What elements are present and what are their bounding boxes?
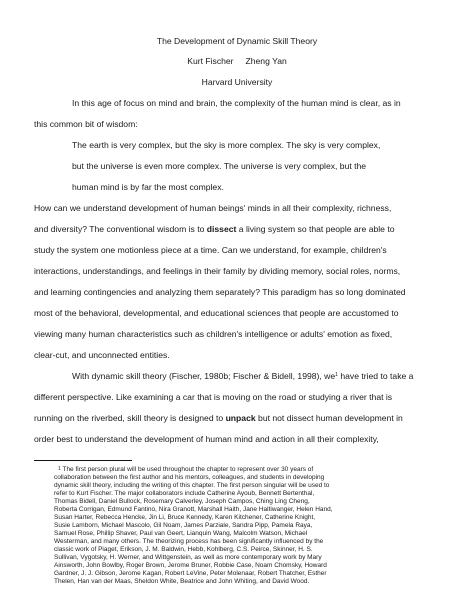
footnote-line: collaboration between the first author and his mentors, colleagues, and students in developing: [54, 474, 325, 481]
footnote-line: classic work of Piaget, Erikson, J. M. Baldwin, Hebb, Kohlberg, C.S. Peirce, Skinner, H. S.: [54, 546, 313, 553]
footnote-line: Thomas Bidell, Daniel Bullock, Rosemary Calverley, Joseph Campos, Ching Ling Cheng,: [54, 498, 310, 505]
body-line: and diversity? The conventional wisdom is to dissect a living system so that people are able to: [34, 224, 395, 234]
footnote-line: dynamic skill theory, including the writing of this chapter. The first person singular will be used to: [54, 482, 330, 489]
paper-title: The Development of Dynamic Skill Theory: [156, 36, 318, 46]
footnote-number: 1: [58, 466, 61, 472]
footnote-line: Westerman, and many others. The theorizing process has been significantly influenced by the: [54, 538, 324, 545]
body-line: study the system one motionless piece at a time. Can we understand, for example, children's: [34, 245, 387, 255]
author-name: Zheng Yan: [245, 56, 287, 66]
footnote-marker: 1: [335, 372, 338, 378]
quote-line: but the universe is even more complex. The universe is very complex, but the: [72, 161, 367, 171]
footnote-line: refer to Kurt Fischer. The major collaborators include Catherine Ayoub, Bennett Bertenthal,: [54, 490, 315, 497]
author-line: [0, 56, 474, 67]
body-line: and learning contingencies and analyzing them separately? This paradigm has so long dominated: [34, 287, 406, 297]
footnote-line: Ainsworth, John Bowlby, Roger Brown, Jerome Bruner, Robbie Case, Noam Chomsky, Howard: [54, 562, 327, 569]
footnote-line: $^1$ The first person plural will be used throughout the chapter to represent over 30 years of: [58, 466, 314, 473]
footnote-line: Susie Lamborn, Michael Mascolo, Gil Noam, James Parziale, Sandra Pipp, Pamela Raya,: [54, 522, 313, 529]
emphasis-term: dissect: [206, 224, 237, 234]
footnote-line: Gardner, J. J. Gibson, Jerome Kagan, Robert LeVine, Peter Molenaar, Robert Thatcher, Esther: [54, 570, 327, 577]
body-line: this common bit of wisdom:: [34, 119, 138, 129]
footnote-line: Samuel Rose, Phillip Shaver, Paul van Geert, Lianquin Wang, Malcolm Watson, Michael: [54, 530, 308, 537]
footnote-line: Thelen, Han van der Maas, Sheldon White, Beatrice and John Whiting, and David Wood.: [54, 578, 310, 585]
body-line: different perspective. Like examining a car that is moving on the road or studying a river that is: [34, 392, 393, 402]
footnote-line: Sullivan, Vygotsky, H. Werner, and Wittgenstein, as well as more contemporary work by Mary: [54, 554, 322, 561]
body-line: clear-cut, and unconnected entities.: [34, 350, 170, 360]
body-line: most of the behavioral, developmental, and educational sciences that people are accustomed to: [34, 308, 399, 318]
author-name: Kurt Fischer: [187, 56, 234, 66]
footnote-line: Roberta Corrigan, Edmund Fantino, Nira Granott, Marshall Haith, Jane Haltiwanger, Helen Hand,: [54, 506, 333, 513]
quote-line: human mind is by far the most complex.: [72, 182, 224, 192]
body-line: In this age of focus on mind and brain, the complexity of the human mind is clear, as in: [72, 98, 401, 108]
body-line: How can we understand development of human beings' minds in all their complexity, richness,: [34, 203, 392, 213]
body-line: interactions, understandings, and feelings in their family by dividing memory, social roles, norms,: [34, 266, 401, 276]
affiliation: Harvard University: [201, 77, 273, 87]
body-line: viewing many human characteristics such as children's intelligence or adults' emotion as fixed,: [34, 329, 393, 339]
quote-line: The earth is very complex, but the sky is more complex. The sky is very complex,: [72, 140, 381, 150]
emphasis-term: unpack: [225, 413, 256, 423]
footnote-line: Susan Harter, Rebecca Hencke, Jin Li, Bruce Kennedy, Karen Kitchener, Catherine Knight,: [54, 514, 316, 521]
body-line: order best to understand the development of human mind and action in all their complexity,: [34, 434, 379, 444]
body-line: running on the riverbed, skill theory is designed to unpack but not dissect human development in: [34, 413, 403, 423]
footnote-separator: [34, 460, 132, 461]
body-line: With dynamic skill theory (Fischer, 1980b; Fischer & Bidell, 1998), $we^1$ have tried to take a: [72, 371, 414, 381]
